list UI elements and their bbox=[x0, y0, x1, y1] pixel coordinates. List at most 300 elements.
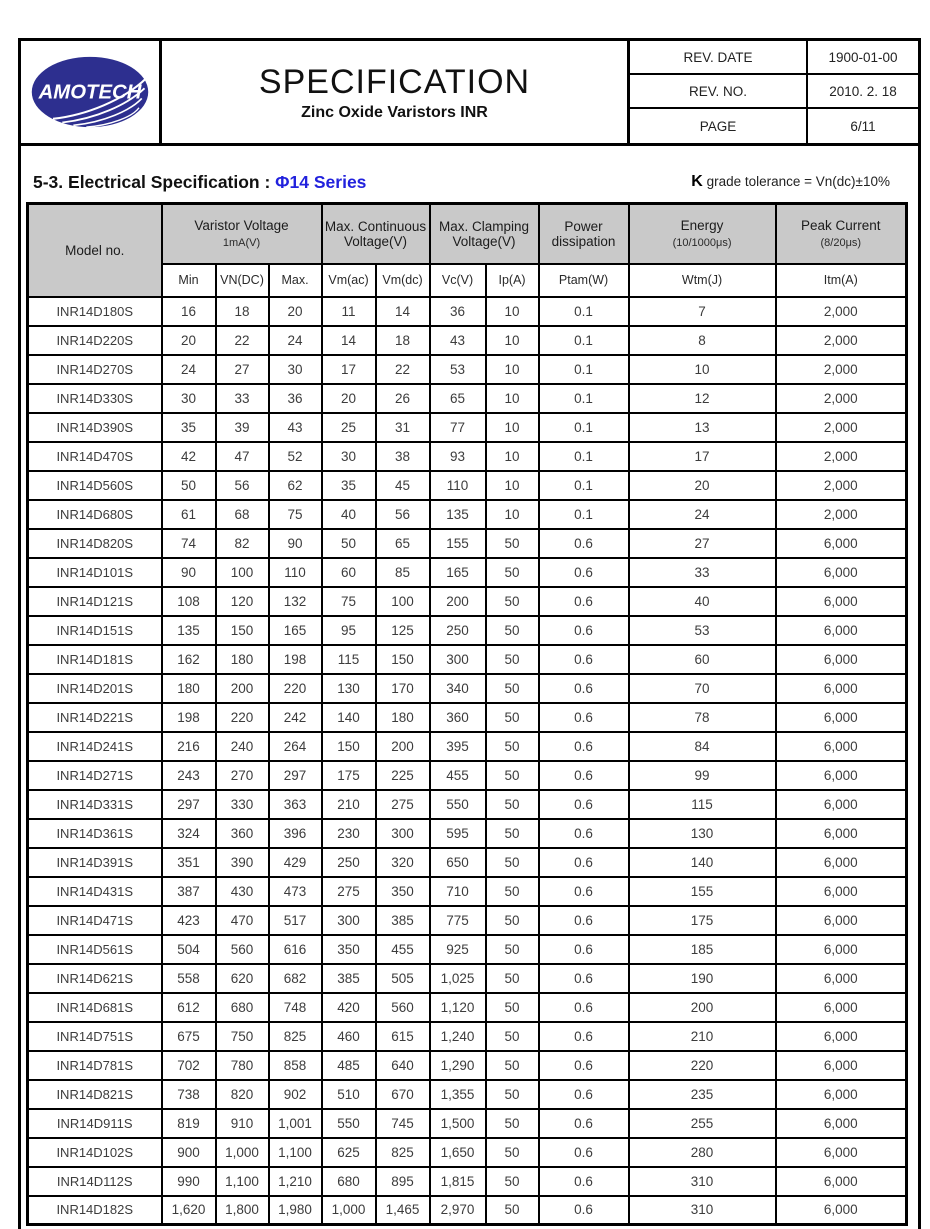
value-cell: 6,000 bbox=[776, 1080, 907, 1109]
value-cell: 75 bbox=[322, 587, 376, 616]
table-row bbox=[28, 616, 907, 645]
value-cell: 1,980 bbox=[269, 1196, 322, 1225]
table-row bbox=[28, 1022, 907, 1051]
value-cell: 510 bbox=[322, 1080, 376, 1109]
value-cell: 1,000 bbox=[322, 1196, 376, 1225]
value-cell: 10 bbox=[486, 297, 539, 326]
value-cell: 175 bbox=[322, 761, 376, 790]
value-cell: 50 bbox=[162, 471, 216, 500]
group-label: Varistor Voltage bbox=[194, 218, 289, 234]
value-cell: 6,000 bbox=[776, 848, 907, 877]
value-cell: 185 bbox=[629, 935, 776, 964]
value-cell: 360 bbox=[430, 703, 486, 732]
value-cell: 0.1 bbox=[539, 442, 629, 471]
page-frame bbox=[18, 38, 921, 1229]
value-cell: 6,000 bbox=[776, 964, 907, 993]
value-cell: 50 bbox=[486, 1138, 539, 1167]
model-no-cell: INR14D220S bbox=[28, 326, 162, 355]
model-no-cell: INR14D181S bbox=[28, 645, 162, 674]
value-cell: 20 bbox=[269, 297, 322, 326]
table-row bbox=[28, 645, 907, 674]
col-header-model: Model no. bbox=[28, 204, 162, 297]
value-cell: 45 bbox=[376, 471, 430, 500]
table-row bbox=[28, 674, 907, 703]
value-cell: 52 bbox=[269, 442, 322, 471]
model-no-cell: INR14D390S bbox=[28, 413, 162, 442]
value-cell: 1,355 bbox=[430, 1080, 486, 1109]
value-cell: 56 bbox=[216, 471, 269, 500]
value-cell: 30 bbox=[322, 442, 376, 471]
value-cell: 85 bbox=[376, 558, 430, 587]
value-cell: 10 bbox=[486, 471, 539, 500]
value-cell: 8 bbox=[629, 326, 776, 355]
model-no-cell: INR14D561S bbox=[28, 935, 162, 964]
model-no-cell: INR14D821S bbox=[28, 1080, 162, 1109]
col-group-max-continuous-voltage: Max. Continuous Voltage(V) bbox=[322, 204, 430, 264]
value-cell: 60 bbox=[322, 558, 376, 587]
value-cell: 82 bbox=[216, 529, 269, 558]
value-cell: 68 bbox=[216, 500, 269, 529]
table-row bbox=[28, 1051, 907, 1080]
table-row bbox=[28, 1138, 907, 1167]
model-no-cell: INR14D271S bbox=[28, 761, 162, 790]
value-cell: 0.6 bbox=[539, 1051, 629, 1080]
value-cell: 1,500 bbox=[430, 1109, 486, 1138]
col-group-max-clamping-voltage: Max. Clamping Voltage(V) bbox=[430, 204, 539, 264]
model-no-cell: INR14D151S bbox=[28, 616, 162, 645]
value-cell: 2,000 bbox=[776, 413, 907, 442]
value-cell: 925 bbox=[430, 935, 486, 964]
value-cell: 0.1 bbox=[539, 384, 629, 413]
value-cell: 36 bbox=[430, 297, 486, 326]
title-cell bbox=[162, 41, 630, 143]
value-cell: 6,000 bbox=[776, 1051, 907, 1080]
model-no-cell: INR14D680S bbox=[28, 500, 162, 529]
value-cell: 990 bbox=[162, 1167, 216, 1196]
value-cell: 0.6 bbox=[539, 529, 629, 558]
value-cell: 6,000 bbox=[776, 761, 907, 790]
page-label: PAGE bbox=[630, 109, 808, 143]
value-cell: 0.6 bbox=[539, 906, 629, 935]
col-header-min: Min bbox=[162, 264, 216, 297]
value-cell: 682 bbox=[269, 964, 322, 993]
table-row bbox=[28, 442, 907, 471]
value-cell: 14 bbox=[322, 326, 376, 355]
value-cell: 340 bbox=[430, 674, 486, 703]
value-cell: 130 bbox=[629, 819, 776, 848]
value-cell: 455 bbox=[430, 761, 486, 790]
value-cell: 255 bbox=[629, 1109, 776, 1138]
value-cell: 10 bbox=[486, 355, 539, 384]
value-cell: 485 bbox=[322, 1051, 376, 1080]
value-cell: 900 bbox=[162, 1138, 216, 1167]
logo-cell bbox=[21, 41, 162, 143]
value-cell: 2,000 bbox=[776, 500, 907, 529]
value-cell: 820 bbox=[216, 1080, 269, 1109]
value-cell: 0.6 bbox=[539, 964, 629, 993]
value-cell: 180 bbox=[376, 703, 430, 732]
value-cell: 460 bbox=[322, 1022, 376, 1051]
value-cell: 27 bbox=[629, 529, 776, 558]
page-value: 6/11 bbox=[850, 118, 876, 134]
value-cell: 150 bbox=[376, 645, 430, 674]
value-cell: 40 bbox=[629, 587, 776, 616]
value-cell: 10 bbox=[486, 500, 539, 529]
value-cell: 180 bbox=[162, 674, 216, 703]
series-name: Φ14 Series bbox=[275, 171, 367, 192]
value-cell: 0.6 bbox=[539, 1022, 629, 1051]
table-row bbox=[28, 877, 907, 906]
value-cell: 50 bbox=[486, 877, 539, 906]
value-cell: 200 bbox=[629, 993, 776, 1022]
value-cell: 0.6 bbox=[539, 848, 629, 877]
value-cell: 10 bbox=[486, 442, 539, 471]
value-cell: 47 bbox=[216, 442, 269, 471]
value-cell: 6,000 bbox=[776, 529, 907, 558]
value-cell: 558 bbox=[162, 964, 216, 993]
value-cell: 198 bbox=[269, 645, 322, 674]
amotech-logo-icon bbox=[29, 54, 151, 130]
value-cell: 95 bbox=[322, 616, 376, 645]
value-cell: 6,000 bbox=[776, 1167, 907, 1196]
document-header bbox=[21, 41, 918, 146]
value-cell: 53 bbox=[629, 616, 776, 645]
table-row bbox=[28, 964, 907, 993]
tolerance-note bbox=[691, 173, 890, 191]
model-no-cell: INR14D751S bbox=[28, 1022, 162, 1051]
value-cell: 2,000 bbox=[776, 442, 907, 471]
table-row bbox=[28, 703, 907, 732]
model-no-cell: INR14D331S bbox=[28, 790, 162, 819]
value-cell: 6,000 bbox=[776, 935, 907, 964]
value-cell: 115 bbox=[629, 790, 776, 819]
value-cell: 50 bbox=[486, 703, 539, 732]
value-cell: 38 bbox=[376, 442, 430, 471]
value-cell: 18 bbox=[216, 297, 269, 326]
value-cell: 190 bbox=[629, 964, 776, 993]
value-cell: 39 bbox=[216, 413, 269, 442]
value-cell: 216 bbox=[162, 732, 216, 761]
value-cell: 24 bbox=[629, 500, 776, 529]
value-cell: 132 bbox=[269, 587, 322, 616]
value-cell: 12 bbox=[629, 384, 776, 413]
value-cell: 2,000 bbox=[776, 297, 907, 326]
value-cell: 275 bbox=[322, 877, 376, 906]
value-cell: 230 bbox=[322, 819, 376, 848]
value-cell: 60 bbox=[629, 645, 776, 674]
rev-date-value: 1900-01-00 bbox=[808, 41, 918, 75]
col-header-ptamw: Ptam(W) bbox=[539, 264, 629, 297]
value-cell: 200 bbox=[430, 587, 486, 616]
value-cell: 0.6 bbox=[539, 877, 629, 906]
value-cell: 595 bbox=[430, 819, 486, 848]
value-cell: 0.1 bbox=[539, 297, 629, 326]
model-no-cell: INR14D781S bbox=[28, 1051, 162, 1080]
col-header-vmac: Vm(ac) bbox=[322, 264, 376, 297]
group-sublabel: 1mA(V) bbox=[222, 237, 261, 250]
value-cell: 24 bbox=[162, 355, 216, 384]
value-cell: 396 bbox=[269, 819, 322, 848]
value-cell: 6,000 bbox=[776, 906, 907, 935]
value-cell: 350 bbox=[322, 935, 376, 964]
value-cell: 680 bbox=[322, 1167, 376, 1196]
value-cell: 360 bbox=[216, 819, 269, 848]
value-cell: 0.1 bbox=[539, 471, 629, 500]
value-cell: 6,000 bbox=[776, 1109, 907, 1138]
model-no-cell: INR14D431S bbox=[28, 877, 162, 906]
table-row bbox=[28, 993, 907, 1022]
value-cell: 135 bbox=[430, 500, 486, 529]
value-cell: 560 bbox=[216, 935, 269, 964]
value-cell: 363 bbox=[269, 790, 322, 819]
value-cell: 108 bbox=[162, 587, 216, 616]
col-header-max: Max. bbox=[269, 264, 322, 297]
value-cell: 10 bbox=[486, 413, 539, 442]
model-no-cell: INR14D820S bbox=[28, 529, 162, 558]
value-cell: 280 bbox=[629, 1138, 776, 1167]
value-cell: 1,100 bbox=[216, 1167, 269, 1196]
value-cell: 250 bbox=[430, 616, 486, 645]
value-cell: 170 bbox=[376, 674, 430, 703]
model-no-cell: INR14D621S bbox=[28, 964, 162, 993]
table-row bbox=[28, 529, 907, 558]
value-cell: 1,001 bbox=[269, 1109, 322, 1138]
value-cell: 30 bbox=[269, 355, 322, 384]
value-cell: 775 bbox=[430, 906, 486, 935]
value-cell: 550 bbox=[430, 790, 486, 819]
value-cell: 270 bbox=[216, 761, 269, 790]
value-cell: 50 bbox=[486, 732, 539, 761]
spec-table bbox=[26, 202, 908, 1226]
model-no-cell: INR14D470S bbox=[28, 442, 162, 471]
value-cell: 17 bbox=[629, 442, 776, 471]
value-cell: 650 bbox=[430, 848, 486, 877]
value-cell: 140 bbox=[322, 703, 376, 732]
value-cell: 385 bbox=[376, 906, 430, 935]
value-cell: 819 bbox=[162, 1109, 216, 1138]
value-cell: 395 bbox=[430, 732, 486, 761]
value-cell: 50 bbox=[486, 587, 539, 616]
table-row bbox=[28, 471, 907, 500]
value-cell: 7 bbox=[629, 297, 776, 326]
value-cell: 90 bbox=[162, 558, 216, 587]
value-cell: 22 bbox=[216, 326, 269, 355]
value-cell: 18 bbox=[376, 326, 430, 355]
value-cell: 1,000 bbox=[216, 1138, 269, 1167]
table-row bbox=[28, 790, 907, 819]
value-cell: 0.6 bbox=[539, 1138, 629, 1167]
value-cell: 50 bbox=[322, 529, 376, 558]
table-row bbox=[28, 1109, 907, 1138]
table-row bbox=[28, 761, 907, 790]
value-cell: 30 bbox=[162, 384, 216, 413]
value-cell: 470 bbox=[216, 906, 269, 935]
value-cell: 220 bbox=[216, 703, 269, 732]
spec-table-body bbox=[28, 297, 907, 1225]
model-no-cell: INR14D681S bbox=[28, 993, 162, 1022]
value-cell: 50 bbox=[486, 1022, 539, 1051]
value-cell: 10 bbox=[486, 326, 539, 355]
value-cell: 297 bbox=[162, 790, 216, 819]
value-cell: 1,620 bbox=[162, 1196, 216, 1225]
value-cell: 78 bbox=[629, 703, 776, 732]
value-cell: 17 bbox=[322, 355, 376, 384]
value-cell: 0.6 bbox=[539, 819, 629, 848]
group-label: Peak Current bbox=[801, 218, 881, 234]
value-cell: 0.6 bbox=[539, 1080, 629, 1109]
value-cell: 0.6 bbox=[539, 1167, 629, 1196]
value-cell: 40 bbox=[322, 500, 376, 529]
value-cell: 1,100 bbox=[269, 1138, 322, 1167]
model-no-cell: INR14D112S bbox=[28, 1167, 162, 1196]
value-cell: 390 bbox=[216, 848, 269, 877]
value-cell: 100 bbox=[216, 558, 269, 587]
table-row bbox=[28, 558, 907, 587]
value-cell: 517 bbox=[269, 906, 322, 935]
table-row bbox=[28, 355, 907, 384]
value-cell: 180 bbox=[216, 645, 269, 674]
value-cell: 243 bbox=[162, 761, 216, 790]
value-cell: 50 bbox=[486, 1167, 539, 1196]
model-no-cell: INR14D121S bbox=[28, 587, 162, 616]
value-cell: 0.6 bbox=[539, 761, 629, 790]
rev-date-label: REV. DATE bbox=[630, 41, 808, 75]
value-cell: 1,800 bbox=[216, 1196, 269, 1225]
value-cell: 300 bbox=[430, 645, 486, 674]
value-cell: 351 bbox=[162, 848, 216, 877]
value-cell: 902 bbox=[269, 1080, 322, 1109]
table-row bbox=[28, 935, 907, 964]
value-cell: 473 bbox=[269, 877, 322, 906]
value-cell: 10 bbox=[486, 384, 539, 413]
group-sublabel: (10/1000μs) bbox=[672, 237, 732, 250]
value-cell: 385 bbox=[322, 964, 376, 993]
value-cell: 6,000 bbox=[776, 703, 907, 732]
value-cell: 150 bbox=[216, 616, 269, 645]
value-cell: 1,650 bbox=[430, 1138, 486, 1167]
value-cell: 300 bbox=[322, 906, 376, 935]
value-cell: 670 bbox=[376, 1080, 430, 1109]
value-cell: 210 bbox=[629, 1022, 776, 1051]
value-cell: 50 bbox=[486, 1080, 539, 1109]
value-cell: 320 bbox=[376, 848, 430, 877]
value-cell: 22 bbox=[376, 355, 430, 384]
value-cell: 50 bbox=[486, 964, 539, 993]
value-cell: 220 bbox=[269, 674, 322, 703]
table-row bbox=[28, 587, 907, 616]
value-cell: 50 bbox=[486, 906, 539, 935]
value-cell: 275 bbox=[376, 790, 430, 819]
value-cell: 240 bbox=[216, 732, 269, 761]
value-cell: 1,240 bbox=[430, 1022, 486, 1051]
value-cell: 6,000 bbox=[776, 645, 907, 674]
value-cell: 825 bbox=[376, 1138, 430, 1167]
table-row bbox=[28, 1080, 907, 1109]
value-cell: 162 bbox=[162, 645, 216, 674]
value-cell: 910 bbox=[216, 1109, 269, 1138]
value-cell: 130 bbox=[322, 674, 376, 703]
value-cell: 504 bbox=[162, 935, 216, 964]
col-header-itma: Itm(A) bbox=[776, 264, 907, 297]
value-cell: 50 bbox=[486, 790, 539, 819]
model-no-cell: INR14D201S bbox=[28, 674, 162, 703]
tolerance-text: grade tolerance = Vn(dc)±10% bbox=[702, 174, 890, 189]
value-cell: 560 bbox=[376, 993, 430, 1022]
col-header-vmdc: Vm(dc) bbox=[376, 264, 430, 297]
value-cell: 24 bbox=[269, 326, 322, 355]
rev-no-value: 2010. 2. 18 bbox=[808, 75, 918, 109]
value-cell: 200 bbox=[216, 674, 269, 703]
table-row bbox=[28, 732, 907, 761]
value-cell: 50 bbox=[486, 1109, 539, 1138]
value-cell: 6,000 bbox=[776, 1022, 907, 1051]
value-cell: 2,000 bbox=[776, 471, 907, 500]
value-cell: 0.6 bbox=[539, 1196, 629, 1225]
value-cell: 612 bbox=[162, 993, 216, 1022]
value-cell: 6,000 bbox=[776, 993, 907, 1022]
value-cell: 35 bbox=[322, 471, 376, 500]
value-cell: 235 bbox=[629, 1080, 776, 1109]
value-cell: 0.6 bbox=[539, 587, 629, 616]
value-cell: 150 bbox=[322, 732, 376, 761]
value-cell: 2,000 bbox=[776, 326, 907, 355]
value-cell: 324 bbox=[162, 819, 216, 848]
value-cell: 702 bbox=[162, 1051, 216, 1080]
value-cell: 387 bbox=[162, 877, 216, 906]
value-cell: 56 bbox=[376, 500, 430, 529]
value-cell: 0.6 bbox=[539, 616, 629, 645]
value-cell: 75 bbox=[269, 500, 322, 529]
model-no-cell: INR14D361S bbox=[28, 819, 162, 848]
group-sublabel: (8/20μs) bbox=[820, 237, 862, 250]
table-row bbox=[28, 848, 907, 877]
value-cell: 27 bbox=[216, 355, 269, 384]
value-cell: 6,000 bbox=[776, 732, 907, 761]
value-cell: 0.6 bbox=[539, 993, 629, 1022]
value-cell: 20 bbox=[322, 384, 376, 413]
value-cell: 620 bbox=[216, 964, 269, 993]
value-cell: 0.1 bbox=[539, 413, 629, 442]
value-cell: 84 bbox=[629, 732, 776, 761]
value-cell: 33 bbox=[629, 558, 776, 587]
value-cell: 675 bbox=[162, 1022, 216, 1051]
value-cell: 120 bbox=[216, 587, 269, 616]
value-cell: 110 bbox=[430, 471, 486, 500]
value-cell: 36 bbox=[269, 384, 322, 413]
model-no-cell: INR14D911S bbox=[28, 1109, 162, 1138]
document-subtitle: Zinc Oxide Varistors INR bbox=[301, 103, 488, 121]
section-title-text: 5-3. Electrical Specification : bbox=[33, 171, 276, 192]
section-title bbox=[33, 172, 366, 193]
value-cell: 615 bbox=[376, 1022, 430, 1051]
model-no-cell: INR14D270S bbox=[28, 355, 162, 384]
value-cell: 0.6 bbox=[539, 1109, 629, 1138]
value-cell: 31 bbox=[376, 413, 430, 442]
value-cell: 50 bbox=[486, 993, 539, 1022]
model-no-cell: INR14D391S bbox=[28, 848, 162, 877]
value-cell: 50 bbox=[486, 935, 539, 964]
value-cell: 62 bbox=[269, 471, 322, 500]
value-cell: 33 bbox=[216, 384, 269, 413]
value-cell: 6,000 bbox=[776, 877, 907, 906]
value-cell: 200 bbox=[376, 732, 430, 761]
value-cell: 0.6 bbox=[539, 790, 629, 819]
value-cell: 175 bbox=[629, 906, 776, 935]
value-cell: 616 bbox=[269, 935, 322, 964]
value-cell: 50 bbox=[486, 674, 539, 703]
table-row bbox=[28, 819, 907, 848]
value-cell: 420 bbox=[322, 993, 376, 1022]
